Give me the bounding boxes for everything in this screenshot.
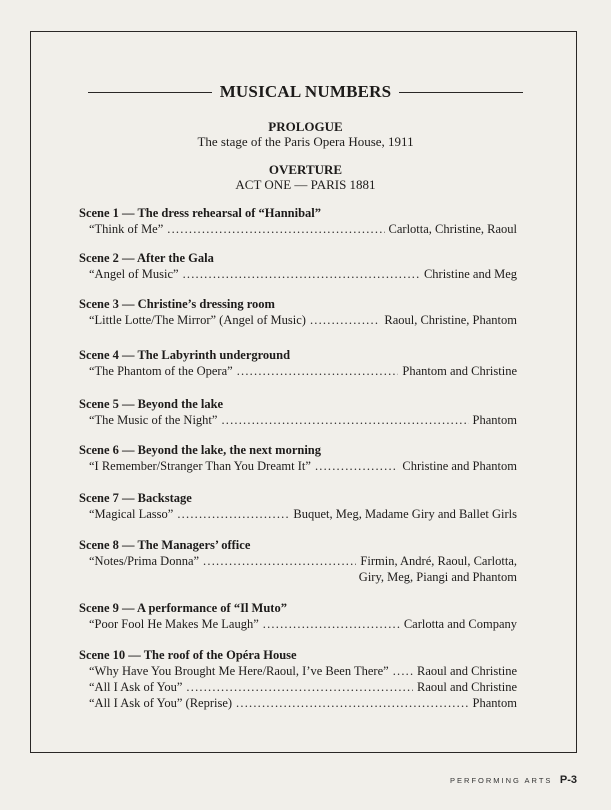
performers: Raoul and Christine — [417, 664, 517, 678]
performers: Firmin, André, Raoul, Carlotta, — [360, 554, 517, 568]
heading-rule-right — [399, 92, 523, 93]
song-line — [79, 679, 517, 695]
page-footer — [450, 770, 577, 788]
song-line — [79, 266, 517, 282]
scene-title: Scene 5 — Beyond the lake — [79, 397, 224, 411]
scene-block — [79, 537, 517, 585]
scene-block — [79, 490, 517, 522]
overture-title: OVERTURE — [268, 162, 343, 177]
song-title: “Notes/Prima Donna” — [89, 554, 200, 568]
performers: Phantom and Christine — [402, 364, 517, 378]
song-line — [79, 363, 517, 379]
prologue-title: PROLOGUE — [268, 119, 343, 134]
dot-leader — [393, 663, 413, 679]
heading-rule-left — [88, 92, 212, 93]
scene-block — [79, 647, 517, 711]
performers: Raoul and Christine — [417, 680, 517, 694]
song-line — [79, 553, 517, 569]
song-line — [79, 412, 517, 428]
dot-leader — [315, 458, 398, 474]
song-title: “Magical Lasso” — [89, 507, 174, 521]
overture-subtitle: ACT ONE — PARIS 1881 — [235, 177, 376, 192]
song-title: “Angel of Music” — [89, 267, 179, 281]
dot-leader — [236, 695, 469, 711]
song-title: “All I Ask of You” — [89, 680, 183, 694]
scene-title: Scene 4 — The Labyrinth underground — [79, 348, 291, 362]
scene-block — [79, 347, 517, 379]
song-title: “Little Lotte/The Mirror” (Angel of Music) — [89, 313, 306, 327]
song-title: “Think of Me” — [89, 222, 164, 236]
dot-leader — [167, 221, 384, 237]
scene-block — [79, 396, 517, 428]
song-title: “Why Have You Brought Me Here/Raoul, I’ve Been There” — [89, 664, 389, 678]
scene-block — [79, 205, 517, 237]
performers: Phantom — [472, 413, 517, 427]
song-title: “I Remember/Stranger Than You Dreamt It” — [89, 459, 311, 473]
performers-continued: Giry, Meg, Piangi and Phantom — [358, 570, 517, 584]
dot-leader — [203, 553, 356, 569]
dot-leader — [183, 266, 420, 282]
song-line — [79, 312, 517, 328]
dot-leader — [237, 363, 399, 379]
section-heading — [0, 84, 611, 100]
song-title: “All I Ask of You” (Reprise) — [89, 696, 233, 710]
scene-title: Scene 1 — The dress rehearsal of “Hannibal” — [79, 206, 322, 220]
scene-title: Scene 9 — A performance of “Il Muto” — [79, 601, 287, 615]
dot-leader — [177, 506, 289, 522]
performers: Phantom — [472, 696, 517, 710]
dot-leader — [221, 412, 468, 428]
dot-leader — [186, 679, 413, 695]
performers: Christine and Phantom — [402, 459, 517, 473]
scene-title: Scene 7 — Backstage — [79, 491, 192, 505]
performers: Carlotta, Christine, Raoul — [388, 222, 517, 236]
scene-block — [79, 250, 517, 282]
song-line — [79, 616, 517, 632]
heading-title: MUSICAL NUMBERS — [219, 82, 392, 101]
scene-block — [79, 442, 517, 474]
scene-title: Scene 6 — Beyond the lake, the next morning — [79, 443, 322, 457]
footer-label: PERFORMING ARTS — [450, 776, 553, 785]
song-title: “The Phantom of the Opera” — [89, 364, 233, 378]
dot-leader — [263, 616, 400, 632]
performers: Raoul, Christine, Phantom — [384, 313, 517, 327]
performers: Buquet, Meg, Madame Giry and Ballet Girls — [293, 507, 517, 521]
performers: Carlotta and Company — [403, 617, 517, 631]
performers: Christine and Meg — [423, 267, 517, 281]
scene-title: Scene 10 — The roof of the Opéra House — [79, 648, 297, 662]
song-title: “Poor Fool He Makes Me Laugh” — [89, 617, 259, 631]
song-line — [79, 695, 517, 711]
song-title: “The Music of the Night” — [89, 413, 218, 427]
dot-leader — [310, 312, 380, 328]
scene-block — [79, 600, 517, 632]
song-line — [79, 221, 517, 237]
prologue-subtitle: The stage of the Paris Opera House, 1911 — [197, 134, 414, 149]
scene-title: Scene 8 — The Managers’ office — [79, 538, 251, 552]
scene-title: Scene 2 — After the Gala — [79, 251, 214, 265]
song-line — [79, 458, 517, 474]
scene-block — [79, 296, 517, 328]
song-line — [79, 506, 517, 522]
page-number: P-3 — [559, 774, 577, 786]
song-line — [79, 663, 517, 679]
scene-title: Scene 3 — Christine’s dressing room — [79, 297, 275, 311]
